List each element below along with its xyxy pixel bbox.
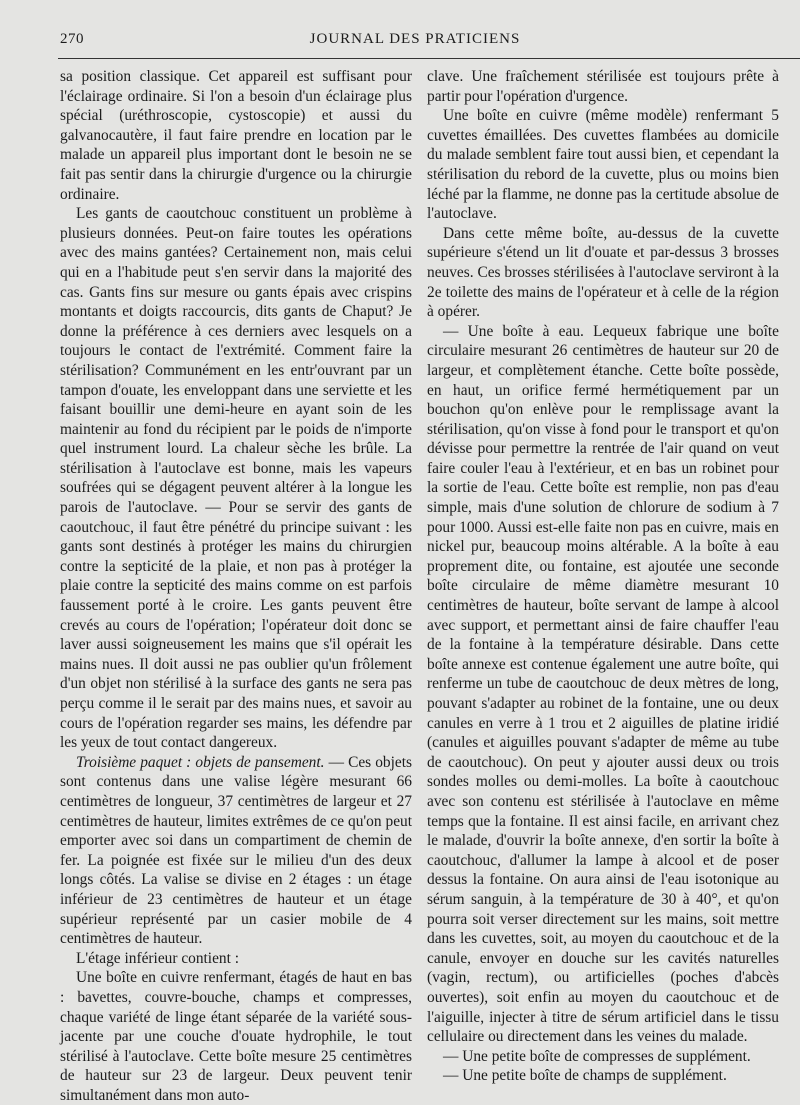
left-column xyxy=(60,67,412,1105)
journal-title: JOURNAL DES PRATICIENS xyxy=(309,31,521,47)
paragraph xyxy=(60,753,412,949)
paragraph: sa position classique. Cet appareil est suffisant pour l'éclairage ordinaire. Si l'on a besoin d'un éclairage plus spécial (uréthroscopie, cystoscopie) et aussi du galvanocautère, il faut faire prendre en location par le malade un appareil plus important dont le besoin ne se fait pas sentir dans la chirurgie d'urgence ou la chirurgie ordinaire. xyxy=(60,68,412,203)
page-number: 270 xyxy=(60,31,84,47)
paragraph: Dans cette même boîte, au-dessus de la cuvette supérieure s'étend un lit d'ouate et par-dessus 3 brosses neuves. Ces brosses stérilisées à l'autoclave serviront à la 2e toilette des mains de l'opérateur et à celle de la région à opérer. xyxy=(427,224,779,321)
paragraph: clave. Une fraîchement stérilisée est toujours prête à partir pour l'opération d'urgence. xyxy=(427,68,779,105)
running-header xyxy=(60,31,770,53)
right-column xyxy=(427,67,779,1086)
paragraph: Les gants de caoutchouc constituent un problème à plusieurs données. Peut-on faire toutes les opérations avec des mains gantées? Certainement non, mais celui qui en a l'habitude peut s'en servir dans la majorité des cas. Gants fins sur mesure ou gants épais avec crispins montants et doigts raccourcis, dits gants de Chaput? Je donne la préférence à ces derniers avec lesquels on a toujours le contact de l'extrémité. Comment faire la stérilisation? Communément en les entr'ouvrant par un tampon d'ouate, les enveloppant dans une serviette et les faisant bouillir une demi-heure en ayant soin de les maintenir au fond du récipient par le poids de n'importe quel instrument lourd. La chaleur sèche les brûle. La stérilisation à l'autoclave est bonne, mais les vapeurs soufrées qui se dégagent peuvent altérer à la longue les parois de l'autoclave. — Pour se servir des gants de caoutchouc, il faut être pénétré du principe suivant : les gants sont destinés à protéger les mains du chirurgien contre la septicité de la plaie, et non pas à protéger la plaie contre la septicité des mains comme on est parfois faussement porté à le croire. Les gants peuvent être crevés au cours de l'opération; l'opérateur doit donc se laver aussi soigneusement les mains que s'il opérait les mains nues. Il doit aussi ne pas oublier qu'un frôlement d'un objet non stérilisé à la surface des gants ne sera pas perçu comme il le serait par des mains nues, et savoir au cours de l'opération regarder ses mains, les défendre par les yeux de tout contact dangereux. xyxy=(60,205,412,752)
paragraph: Une boîte en cuivre (même modèle) renfermant 5 cuvettes émaillées. Des cuvettes flambées au domicile du malade semblent faire tout aussi bien, et cependant la stérilisation du rebord de la cuvette, plus ou moins bien léché par la flamme, ne donne pas la certitude absolue de l'autoclave. xyxy=(427,107,779,223)
section-heading: Troisième paquet : objets de pansement. xyxy=(76,753,325,771)
list-item: — Une petite boîte de champs de supplément. xyxy=(443,1067,727,1085)
paragraph-text: — Ces objets sont contenus dans une valise légère mesurant 66 centimètres de longueur, 37 centimètres de largeur et 27 centimètres de hauteur, limites extrêmes de ce qu'on peut emporter avec soi dans un compartiment de chemin de fer. La poignée est fixée sur le milieu d'un des deux longs côtés. La valise se divise en 2 étages : un étage inférieur de 23 centimètres de hauteur et un étage supérieur représenté par un casier mobile de 4 centimètres de hauteur. xyxy=(60,753,412,948)
paragraph: — Une boîte à eau. Lequeux fabrique une boîte circulaire mesurant 26 centimètres de hauteur sur 20 de largeur, et complètement étanche. Cette boîte possède, en haut, un orifice fermé hermétiquement par un bouchon qu'on enlève pour le remplissage avant la stérilisation, qu'on visse à fond pour le transport et qu'on dévisse pour permettre la rentrée de l'air quand on veut faire couler l'eau à l'extérieur, et en bas un robinet pour la sortie de l'eau. Cette boîte est remplie, non pas d'eau simple, mais d'une solution de chlorure de sodium à 7 pour 1000. Aussi est-elle faite non pas en cuivre, mais en nickel pur, beaucoup moins altérable. A la boîte à eau proprement dite, ou fontaine, est ajoutée une seconde boîte circulaire de même diamètre mesurant 10 centimètres de hauteur, boîte servant de lampe à alcool avec support, et permettant ainsi de faire chauffer l'eau de la fontaine à la température désirable. Dans cette boîte annexe est contenue également une autre boîte, qui renferme un tube de caoutchouc de deux mètres de long, pouvant s'adapter au robinet de la fontaine, une ou deux canules en verre à 1 trou et 2 aiguilles de platine iridié (canules et aiguilles pouvant s'adapter de même au tube de caoutchouc). On peut y ajouter aussi deux ou trois sondes molles ou demi-molles. La boîte à caoutchouc avec son contenu est stérilisée à l'autoclave en même temps que la fontaine. Il est ainsi facile, en arrivant chez le malade, d'ouvrir la boîte annexe, d'en sortir la boîte à caoutchouc, d'allumer la lampe à alcool et de poser dessus la fontaine. On aura ainsi de l'eau isotonique au sérum sanguin, à la température de 30 à 40°, et qu'on pourra soit verser directement sur les mains, soit mettre dans les cuvettes, soit, au moyen du caoutchouc et de la canule, envoyer en douche sur les cavités naturelles (vagin, rectum), ou artificielles (poches d'abcès ouvertes), soit enfin au moyen du caoutchouc et de l'aiguille, injecter à titre de sérum artificiel dans le tissu cellulaire ou directement dans les veines du malade. xyxy=(427,322,779,1046)
header-rule xyxy=(58,58,800,59)
paragraph: Une boîte en cuivre renfermant, étagés de haut en bas : bavettes, couvre-bouche, champs et compresses, chaque variété de linge étant séparée de la variété sous-jacente par une couche d'ouate hydrophile, le tout stérilisé à l'autoclave. Cette boîte mesure 25 centimètres de hauteur sur 23 de largeur. Deux peuvent tenir simultanément dans mon auto- xyxy=(60,969,412,1104)
list-item: — Une petite boîte de compresses de supplément. xyxy=(443,1047,751,1065)
paragraph: L'étage inférieur contient : xyxy=(76,949,240,967)
